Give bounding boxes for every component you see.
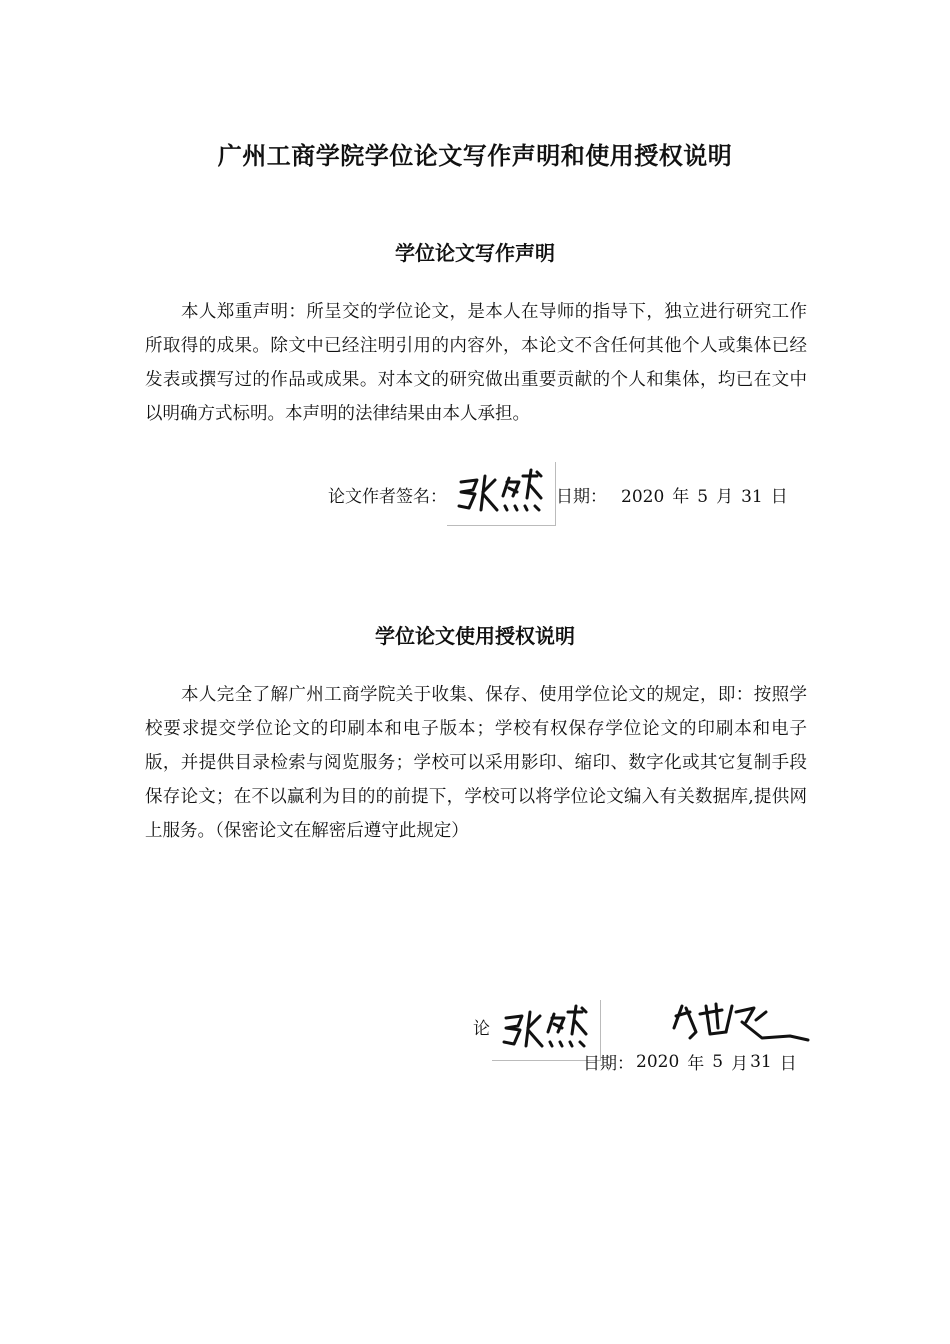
date-day-unit: 日 [779, 1054, 797, 1074]
date-day: 31 [741, 486, 763, 507]
handwritten-signature-icon [447, 462, 555, 525]
date-year-unit: 年 [687, 1054, 705, 1074]
date-label: 日期： [583, 1054, 634, 1074]
date-month-unit: 月 [731, 1054, 749, 1074]
authorization-body: 本人完全了解广州工商学院关于收集、保存、使用学位论文的规定，即：按照学校要求提交学位论文的印刷本和电子版本；学校有权保存学位论文的印刷本和电子版，并提供目录检索与阅览服务；学校可以采用影印、缩印、数字化或其它复制手段保存论文；在不以赢利为目的的前提下，学校可以将学位论文编入有关数据库,提供网上服务。（保密论文在解密后遵守此规定） [145, 685, 807, 841]
date-label: 日期： [556, 486, 607, 507]
date-month-unit: 月 [716, 486, 734, 507]
date-year: 2020 [636, 1051, 680, 1072]
date-day-unit: 日 [770, 486, 788, 507]
author-signature-image [447, 462, 556, 526]
authorization-date [583, 1049, 805, 1074]
date-year-unit: 年 [672, 486, 690, 507]
date-month: 5 [697, 486, 709, 507]
declaration-date [556, 482, 796, 507]
signature-label-partial: 论 [473, 1019, 490, 1039]
date-day: 31 [750, 1051, 772, 1072]
declaration-body: 本人郑重声明：所呈交的学位论文，是本人在导师的指导下，独立进行研究工作所取得的成果。除文中已经注明引用的内容外，本论文不含任何其他个人或集体已经发表或撰写过的作品或成果。对本文的研究做出重要贡献的个人和集体，均已在文中以明确方式标明。本声明的法律结果由本人承担。 [145, 302, 807, 424]
supervisor-handwritten-signature-icon [670, 998, 815, 1053]
date-year: 2020 [621, 486, 665, 507]
declaration-heading: 学位论文写作声明 [395, 241, 555, 265]
date-month: 5 [712, 1051, 724, 1072]
declaration-signature-row [328, 462, 796, 526]
authorization-heading: 学位论文使用授权说明 [375, 624, 575, 648]
authorization-signature-row [473, 1000, 601, 1061]
page-title: 广州工商学院学位论文写作声明和使用授权说明 [217, 142, 733, 170]
signature-label: 论文作者签名： [328, 486, 447, 507]
